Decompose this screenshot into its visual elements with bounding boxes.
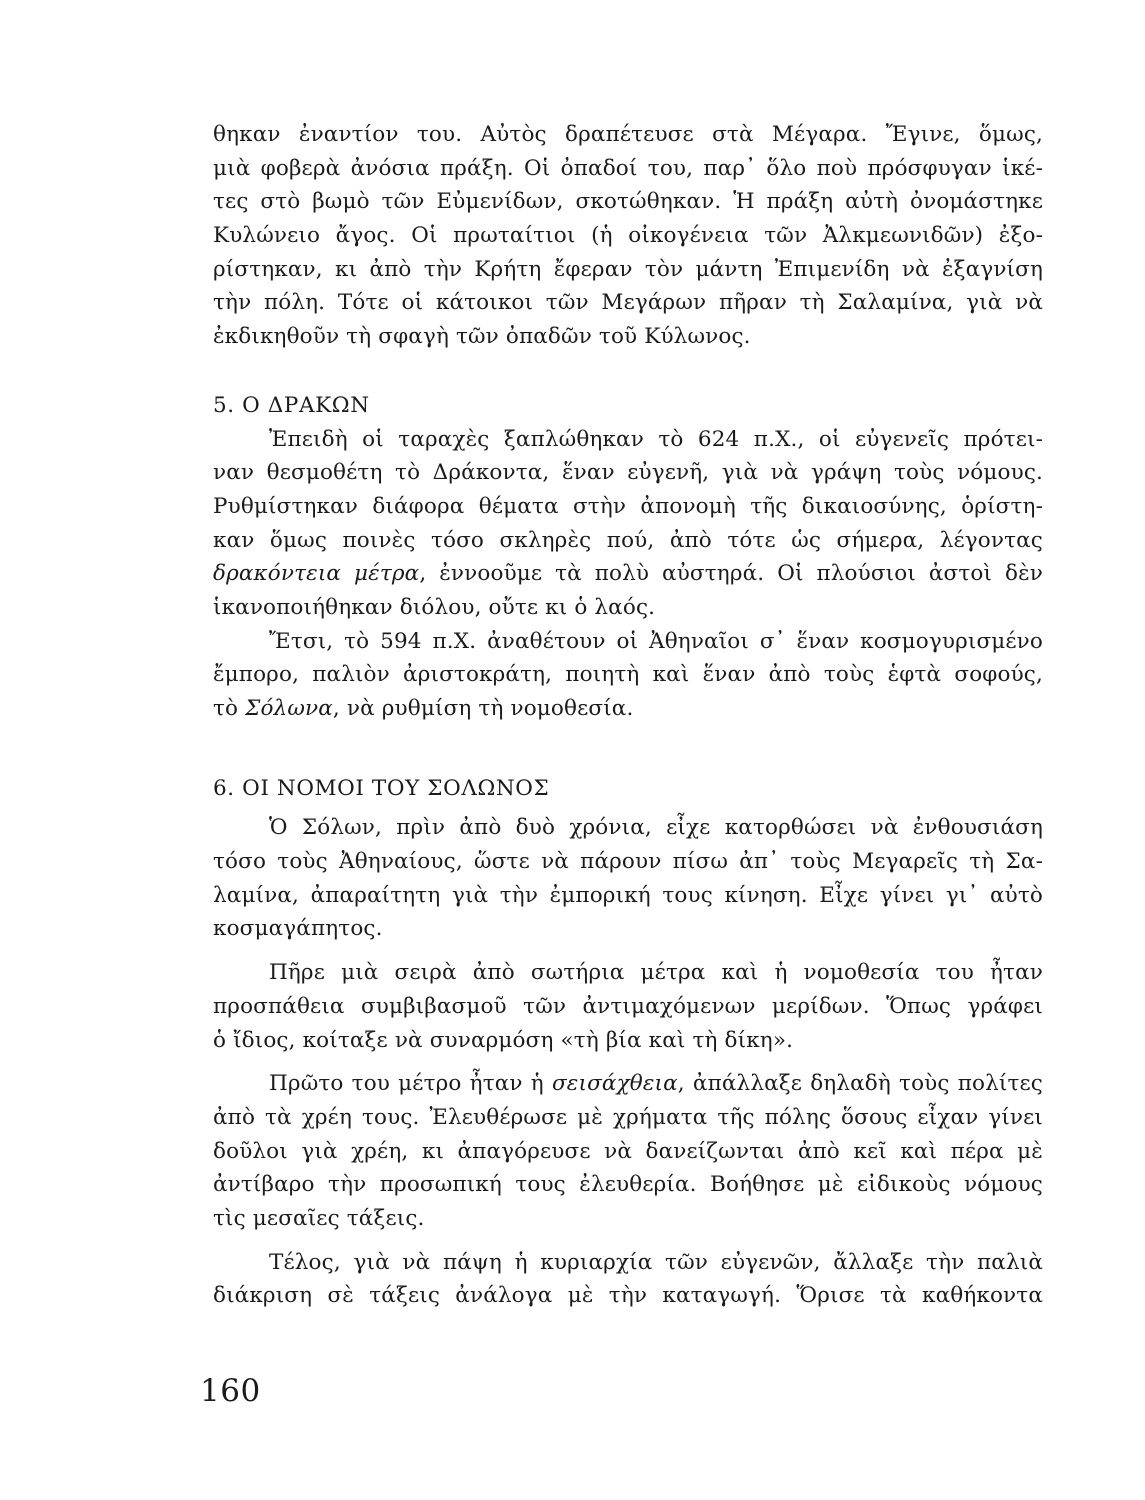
- text-line: Ρυθμίστηκαν διάφορα θέματα στὴν ἀπονομὴ τῆς δικαιοσύνης, ὁρίστη-: [213, 493, 1043, 519]
- italic-term: σεισάχθεια: [551, 1071, 678, 1097]
- text-line: Τέλος, γιὰ νὰ πάψη ἡ κυριαρχία τῶν εὐγενῶν, ἄλλαξε τὴν παλιὰ: [269, 1249, 1043, 1275]
- text-line: θηκαν ἐναντίον του. Αὐτὸς δραπέτευσε στὰ Μέγαρα. Ἔγινε, ὅμως,: [213, 122, 1043, 147]
- text-line: Ἔτσι, τὸ 594 π.Χ. ἀναθέτουν οἱ Ἀθηναῖοι σ᾿ ἕναν κοσμογυρισμένο: [269, 628, 1043, 654]
- text-line: τες στὸ βωμὸ τῶν Εὐμενίδων, σκοτώθηκαν. Ἡ πράξη αὐτὴ ὀνομάστηκε: [213, 189, 1043, 215]
- section5-paragraph-2: [213, 625, 1043, 726]
- text-line: [213, 692, 1043, 726]
- text-line: ἀπὸ τὰ χρέη τους. Ἐλευθέρωσε μὲ χρήματα τῆς πόλης ὅσους εἶχαν γίνει: [213, 1104, 1043, 1130]
- section-heading-draco: 5. Ο ΔΡΑΚΩΝ: [213, 392, 370, 418]
- text-segment: , νὰ ρυθμίση τὴ νομοθεσία.: [332, 696, 634, 721]
- text-line: [213, 1067, 1043, 1101]
- text-line: τὴν πόλη. Τότε οἱ κάτοικοι τῶν Μεγάρων πῆραν τὴ Σαλαμίνα, γιὰ νὰ: [213, 290, 1043, 316]
- text-line: ὁ ἴδιος, κοίταξε νὰ συναρμόση «τὴ βία καὶ τὴ δίκη».: [213, 1027, 794, 1053]
- text-line: καν ὅμως ποινὲς τόσο σκληρὲς πού, ἀπὸ τότε ὡς σήμερα, λέγοντας: [213, 527, 1043, 553]
- text-line: ρίστηκαν, κι ἀπὸ τὴν Κρήτη ἔφεραν τὸν μάντη Ἐπιμενίδη νὰ ἐξαγνίση: [213, 256, 1043, 282]
- italic-term: Σόλωνα: [245, 696, 333, 721]
- text-line: τόσο τοὺς Ἀθηναίους, ὥστε νὰ πάρουν πίσω ἀπ᾿ τοὺς Μεγαρεῖς τὴ Σα-: [213, 849, 1043, 875]
- text-line: ναν θεσμοθέτη τὸ Δράκοντα, ἕναν εὐγενῆ, γιὰ νὰ γράψη τοὺς νόμους.: [213, 460, 1043, 486]
- section-heading-solon-laws: 6. ΟΙ ΝΟΜΟΙ ΤΟΥ ΣΟΛΩΝΟΣ: [213, 775, 550, 801]
- text-line: δοῦλοι γιὰ χρέη, κι ἀπαγόρευσε νὰ δανείζωνται ἀπὸ κεῖ καὶ πέρα μὲ: [213, 1138, 1043, 1164]
- text-line: Ἐπειδὴ οἱ ταραχὲς ξαπλώθηκαν τὸ 624 π.Χ., οἱ εὐγενεῖς πρότει-: [269, 426, 1043, 452]
- section6-paragraph-3: [213, 1067, 1043, 1235]
- text-line: ἐκδικηθοῦν τὴ σφαγὴ τῶν ὀπαδῶν τοῦ Κύλωνος.: [213, 324, 751, 350]
- section6-paragraph-2: [213, 956, 1043, 1057]
- page-number: 160: [200, 1373, 261, 1409]
- text-line: λαμίνα, ἀπαραίτητη γιὰ τὴν ἐμπορική τους κίνηση. Εἶχε γίνει γι᾿ αὐτὸ: [213, 882, 1043, 908]
- text-line: [213, 557, 1043, 591]
- section6-paragraph-4: [213, 1246, 1043, 1313]
- text-line: τὶς μεσαῖες τάξεις.: [213, 1205, 425, 1231]
- text-line: Ὁ Σόλων, πρὶν ἀπὸ δυὸ χρόνια, εἶχε κατορθώσει νὰ ἐνθουσιάση: [269, 815, 1043, 841]
- text-segment: Πρῶτο του μέτρο ἦταν ἡ: [269, 1071, 552, 1097]
- text-line: διάκριση σὲ τάξεις ἀνάλογα μὲ τὴν καταγωγή. Ὅρισε τὰ καθήκοντα: [213, 1283, 1043, 1309]
- text-line: ἀντίβαρο τὴν προσωπική τους ἐλευθερία. Βοήθησε μὲ εἰδικοὺς νόμους: [213, 1172, 1043, 1198]
- text-segment: , ἐννοοῦμε τὰ πολὺ αὐστηρά. Οἱ πλούσιοι ἀστοὶ δὲν: [419, 561, 1043, 587]
- text-line: Κυλώνειο ἄγος. Οἱ πρωταίτιοι (ἡ οἰκογένεια τῶν Ἀλκμεωνιδῶν) ἐξο-: [213, 223, 1043, 249]
- text-line: προσπάθεια συμβιβασμοῦ τῶν ἀντιμαχόμενων μερίδων. Ὅπως γράφει: [213, 993, 1043, 1019]
- text-line: ἱκανοποιήθηκαν διόλου, οὔτε κι ὁ λαός.: [213, 594, 656, 620]
- page-text: [213, 118, 1043, 1313]
- text-line: μιὰ φοβερὰ ἀνόσια πράξη. Οἱ ὀπαδοί του, παρ᾿ ὅλο ποὺ πρόσφυγαν ἱκέ-: [213, 155, 1043, 181]
- text-line: ἔμπορο, παλιὸν ἀριστοκράτη, ποιητὴ καὶ ἕναν ἀπὸ τοὺς ἑφτὰ σοφούς,: [213, 662, 1043, 688]
- intro-paragraph: [213, 118, 1043, 354]
- text-segment: τὸ: [213, 696, 246, 721]
- text-segment: , ἀπάλλαξε δηλαδὴ τοὺς πολίτες: [677, 1071, 1044, 1097]
- italic-term: δρακόντεια μέτρα: [213, 561, 420, 587]
- section5-paragraph-1: [213, 423, 1043, 625]
- text-line: κοσμαγάπητος.: [213, 916, 383, 942]
- text-line: Πῆρε μιὰ σειρὰ ἀπὸ σωτήρια μέτρα καὶ ἡ νομοθεσία του ἦταν: [269, 960, 1043, 986]
- section6-paragraph-1: [213, 811, 1043, 946]
